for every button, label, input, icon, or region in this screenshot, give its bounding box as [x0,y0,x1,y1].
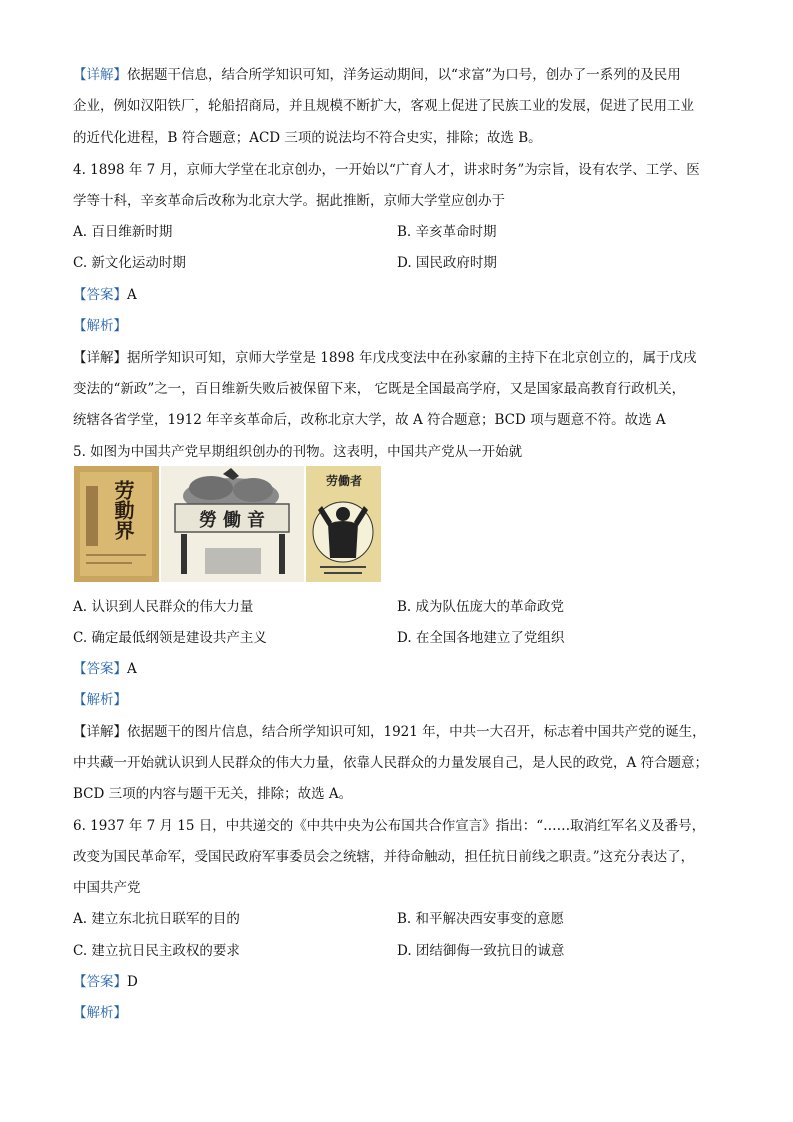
analysis-label: 【解析】 [73,692,127,708]
q5-option-b: B. 成为队伍庞大的革命政党 [397,599,565,615]
q6-stem-line-1: 6. 1937 年 7 月 15 日，中共递交的《中共中央为公布国共合作宣言》指出：“……取消红军名义及番号， [73,818,706,834]
q5-option-a: A. 认识到人民群众的伟大力量 [73,599,254,615]
analysis-label: 【解析】 [73,1005,127,1021]
q6-stem-line-3: 中国共产党 [73,880,141,896]
q3-detail-line-2: 企业，例如汉阳铁厂，轮船招商局，并且规模不断扩大，客观上促进了民族工业的发展，促进了民用工业 [73,98,694,114]
q4-stem-line-1: 4. 1898 年 7 月，京师大学堂在北京创办，一开始以“广育人才，讲求时务”为宗旨，设有农学、工学、医 [73,162,700,178]
magazine-cover-laodongjie [74,466,159,582]
answer-label: 【答案】 [73,661,127,677]
q5-detail-line-1 [73,722,706,742]
q3-detail-line-1 [73,65,681,85]
q5-option-d: D. 在全国各地建立了党组织 [397,630,565,646]
q6-option-d: D. 团结御侮一致抗日的诚意 [397,943,565,959]
q4-stem-line-2: 学等十科，辛亥革命后改称为北京大学。据此推断，京师大学堂应创办于 [73,193,505,209]
answer-value: A [127,661,137,677]
analysis-label: 【解析】 [73,318,127,334]
q4-detail-line-3: 统辖各省学堂，1912 年辛亥革命后，改称北京大学，故 A 符合题意；BCD 项与题意不符。故选 A [73,412,666,428]
q4-detail-line-2: 变法的“新政”之一，百日维新失败后被保留下来， 它既是全国最高学府，又是国家最高教育行政机关， [73,381,686,397]
q4-analysis [73,316,127,336]
q6-analysis [73,1003,127,1023]
answer-value: D [127,974,138,990]
q5-detail-line-3: BCD 三项的内容与题干无关，排除；故选 A。 [73,786,353,802]
q4-answer [73,285,137,305]
q4-detail-line-1 [73,348,696,368]
q4-option-a: A. 百日维新时期 [73,224,173,240]
q5-stem-line-1: 5. 如图为中国共产党早期组织创办的刊物。这表明，中国共产党从一开始就 [73,444,523,460]
worker-figure-illustration [306,466,381,582]
q4-option-c: C. 新文化运动时期 [73,255,186,271]
detail-label: 【详解】 [73,724,127,740]
answer-label: 【答案】 [73,287,127,303]
magazine-cover-laodongyin [161,466,304,582]
answer-label: 【答案】 [73,974,127,990]
q5-option-c: C. 确定最低纲领是建设共产主义 [73,630,267,646]
answer-value: A [127,287,137,303]
q4-option-b: B. 辛亥革命时期 [397,224,497,240]
detail-label: 【详解】 [73,67,127,83]
q6-option-c: C. 建立抗日民主政权的要求 [73,943,240,959]
q6-answer [73,972,138,992]
magazine-title: 劳動界 [111,480,135,540]
q6-option-b: B. 和平解决西安事变的意愿 [397,911,565,927]
q6-option-a: A. 建立东北抗日联军的目的 [73,911,240,927]
q6-stem-line-2: 改变为国民革命军，受国民政府军事委员会之统辖，并待命触动，担任抗日前线之职责。”这充分表达了， [73,849,695,865]
q3-detail-line-3: 的近代化进程，B 符合题意；ACD 三项的说法均不符合史实，排除；故选 B。 [73,130,542,146]
detail-label: 【详解】 [73,350,127,366]
detail-text: 依据题干的图片信息，结合所学知识可知，1921 年，中共一大召开，标志着中国共产党的诞生， [127,724,706,740]
q5-analysis [73,690,127,710]
detail-text: 据所学知识可知，京师大学堂是 1898 年戊戌变法中在孙家鼐的主持下在北京创立的，属于戊戌 [127,350,697,366]
q4-option-d: D. 国民政府时期 [397,255,497,271]
magazine-cover-laodongzhe [306,466,381,582]
detail-text: 依据题干信息，结合所学知识可知，洋务运动期间，以“求富”为口号，创办了一系列的及民用 [127,67,681,83]
q5-answer [73,659,137,679]
magazine-title: 劳働者 [325,474,362,488]
q5-detail-line-2: 中共藏一开始就认识到人民群众的伟大力量，依靠人民群众的力量发展自己，是人民的政党，A 符合题意； [73,755,709,771]
magazine-title: 勞働音 [199,510,271,531]
q5-magazine-images [74,466,381,582]
